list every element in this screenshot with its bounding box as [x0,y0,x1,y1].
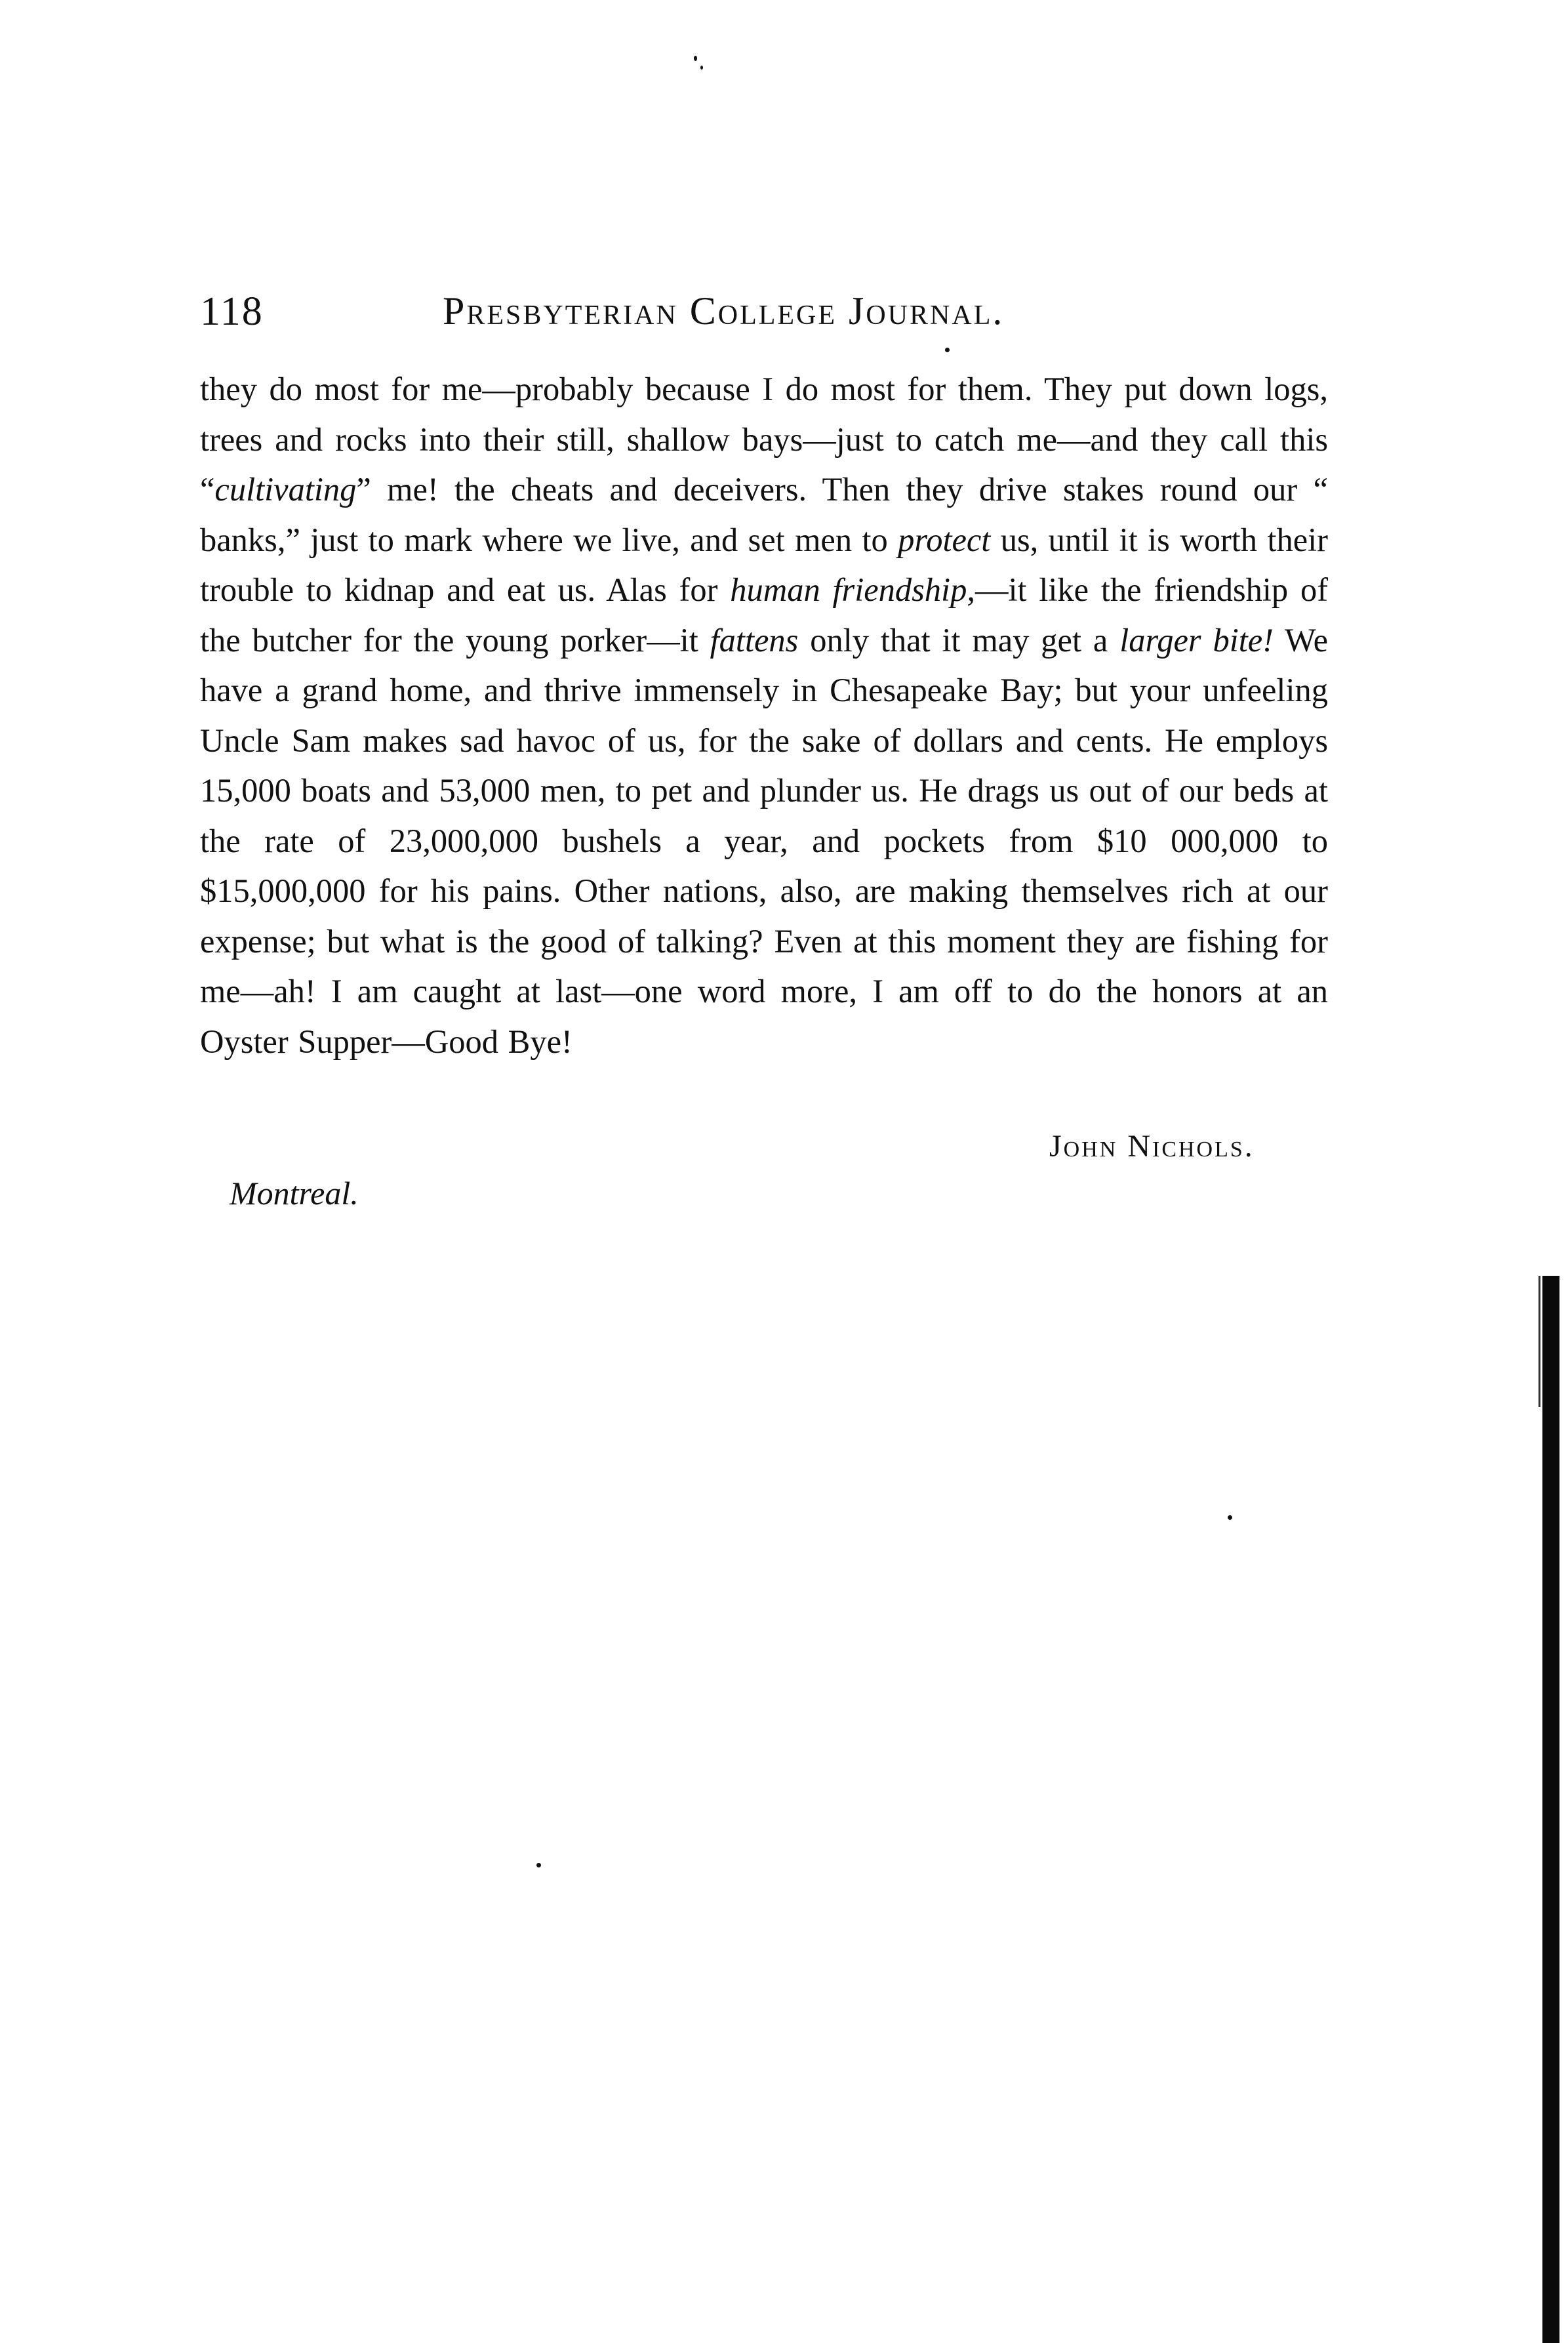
italic-run: human friendship, [730,571,975,608]
page-number: 118 [200,289,264,334]
ink-speck [536,1863,541,1867]
italic-run: protect [898,521,991,558]
article-paragraph [200,364,1328,1067]
italic-run: fattens [710,621,799,659]
italic-run: cultivating [214,471,357,508]
text-run: only that it may get a [798,621,1120,659]
text-run: ” me! the cheats and deceivers. Then they drive stakes round our “ banks,” just to mark where we live, and set men to [200,471,1328,558]
scan-edge-line [1538,1276,1540,1407]
place-line: Montreal. [230,1175,359,1212]
text-run: us, until it is worth their trouble to kidnap and eat us. Alas for [200,521,1328,608]
running-title: Presbyterian College Journal. [443,289,1005,333]
page-header [200,289,1328,348]
italic-run: larger bite! [1119,621,1274,659]
scan-edge-bar [1542,1276,1559,2343]
text-run: —it like the friendship of the butcher for the young porker—it [200,571,1329,659]
text-run: they do most for me—probably because I do most for them. They put down logs, trees and rocks into their still, shallow bays—just to catch me—and they call this “ [200,371,1328,508]
author-signature: John Nichols. [1049,1129,1255,1164]
ink-speck [1228,1515,1232,1520]
text-run: We have a grand home, and thrive immensely in Chesapeake Bay; but your unfeeling Uncle Sam makes sad havoc of us, for the sake of dollars and cents. He employs 15,000 boats and 53,000 men, to pet and plunder us. He drags us out of our beds at the rate of 23,000,000 bushels a year, and pockets from $10 000,000 to $15,000,000 for his pains. Other nations, also, are making themselves rich at our expense; but what is the good of talking? Even at this moment they are fishing for me—ah! I am caught at last—one word more, I am off to do the honors at an Oyster Supper—Good Bye! [200,621,1329,1060]
ink-speck [700,66,703,70]
ink-speck [694,56,697,61]
article-text [200,364,1328,1067]
ink-speck [945,348,950,352]
